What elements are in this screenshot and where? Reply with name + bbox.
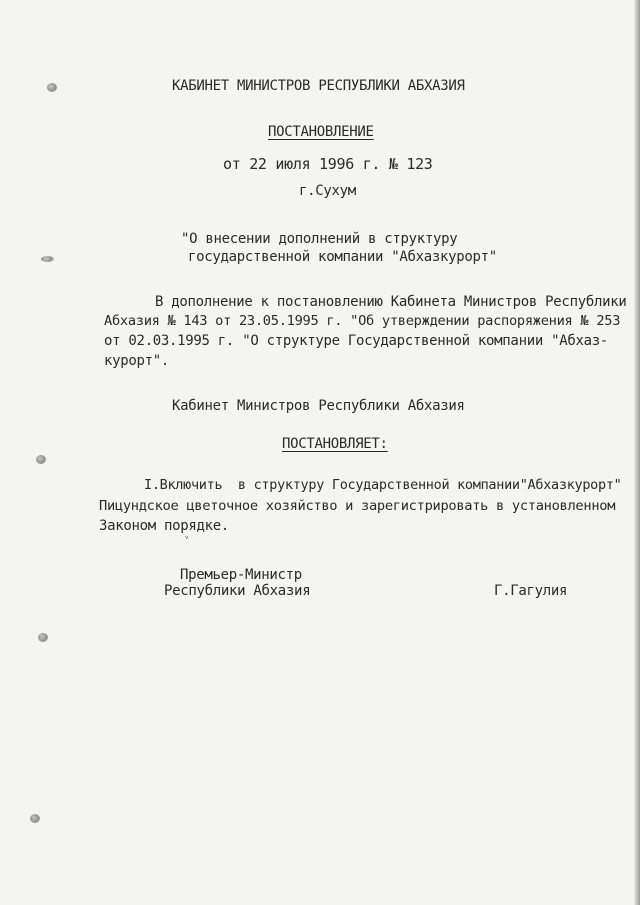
item-1-line-1: I.Включить в структуру Государственной компании"Абхазкурорт": [144, 477, 622, 493]
preamble-line-1: В дополнение к постановлению Кабинета Министров Республики: [155, 294, 627, 310]
cabinet-heading: КАБИНЕТ МИНИСТРОВ РЕСПУБЛИКИ АБХАЗИЯ: [172, 78, 465, 94]
punch-hole-2: [41, 256, 54, 262]
date-number-line: от 22 июля 1996 г. № 123: [223, 155, 433, 173]
resolution-verb: ПОСТАНОВЛЯЕТ:: [282, 436, 388, 452]
page-edge-shadow: [634, 0, 640, 905]
preamble-line-4: курорт".: [104, 353, 170, 369]
punch-hole-4: [38, 633, 48, 642]
subject-line-1: "О внесении дополнений в структуру: [181, 231, 458, 247]
signatory-title-line-2: Республики Абхазия: [164, 583, 311, 599]
resolution-body: Кабинет Министров Республики Абхазия: [172, 398, 465, 414]
ink-speck: ᵛ: [184, 535, 190, 545]
item-1-line-2: Пицундское цветочное хозяйство и зарегистрировать в установленном: [99, 498, 616, 514]
item-1-line-3: Законом порядке.: [99, 518, 230, 534]
signatory-name: Г.Гагулия: [494, 583, 568, 599]
punch-hole-1: [47, 83, 57, 92]
signatory-title-line-1: Премьер-Министр: [180, 567, 302, 583]
preamble-line-2: Абхазия № 143 от 23.05.1995 г. "Об утверждении распоряжения № 253: [104, 313, 621, 329]
subject-line-2: государственной компании "Абхазкурорт": [188, 249, 497, 265]
preamble-line-3: от 02.03.1995 г. "О структуре Государственной компании "Абхаз-: [104, 333, 608, 349]
punch-hole-3: [36, 455, 46, 464]
city-line: г.Сухум: [299, 183, 356, 199]
document-type-heading: ПОСТАНОВЛЕНИЕ: [268, 124, 374, 140]
punch-hole-5: [30, 814, 40, 823]
